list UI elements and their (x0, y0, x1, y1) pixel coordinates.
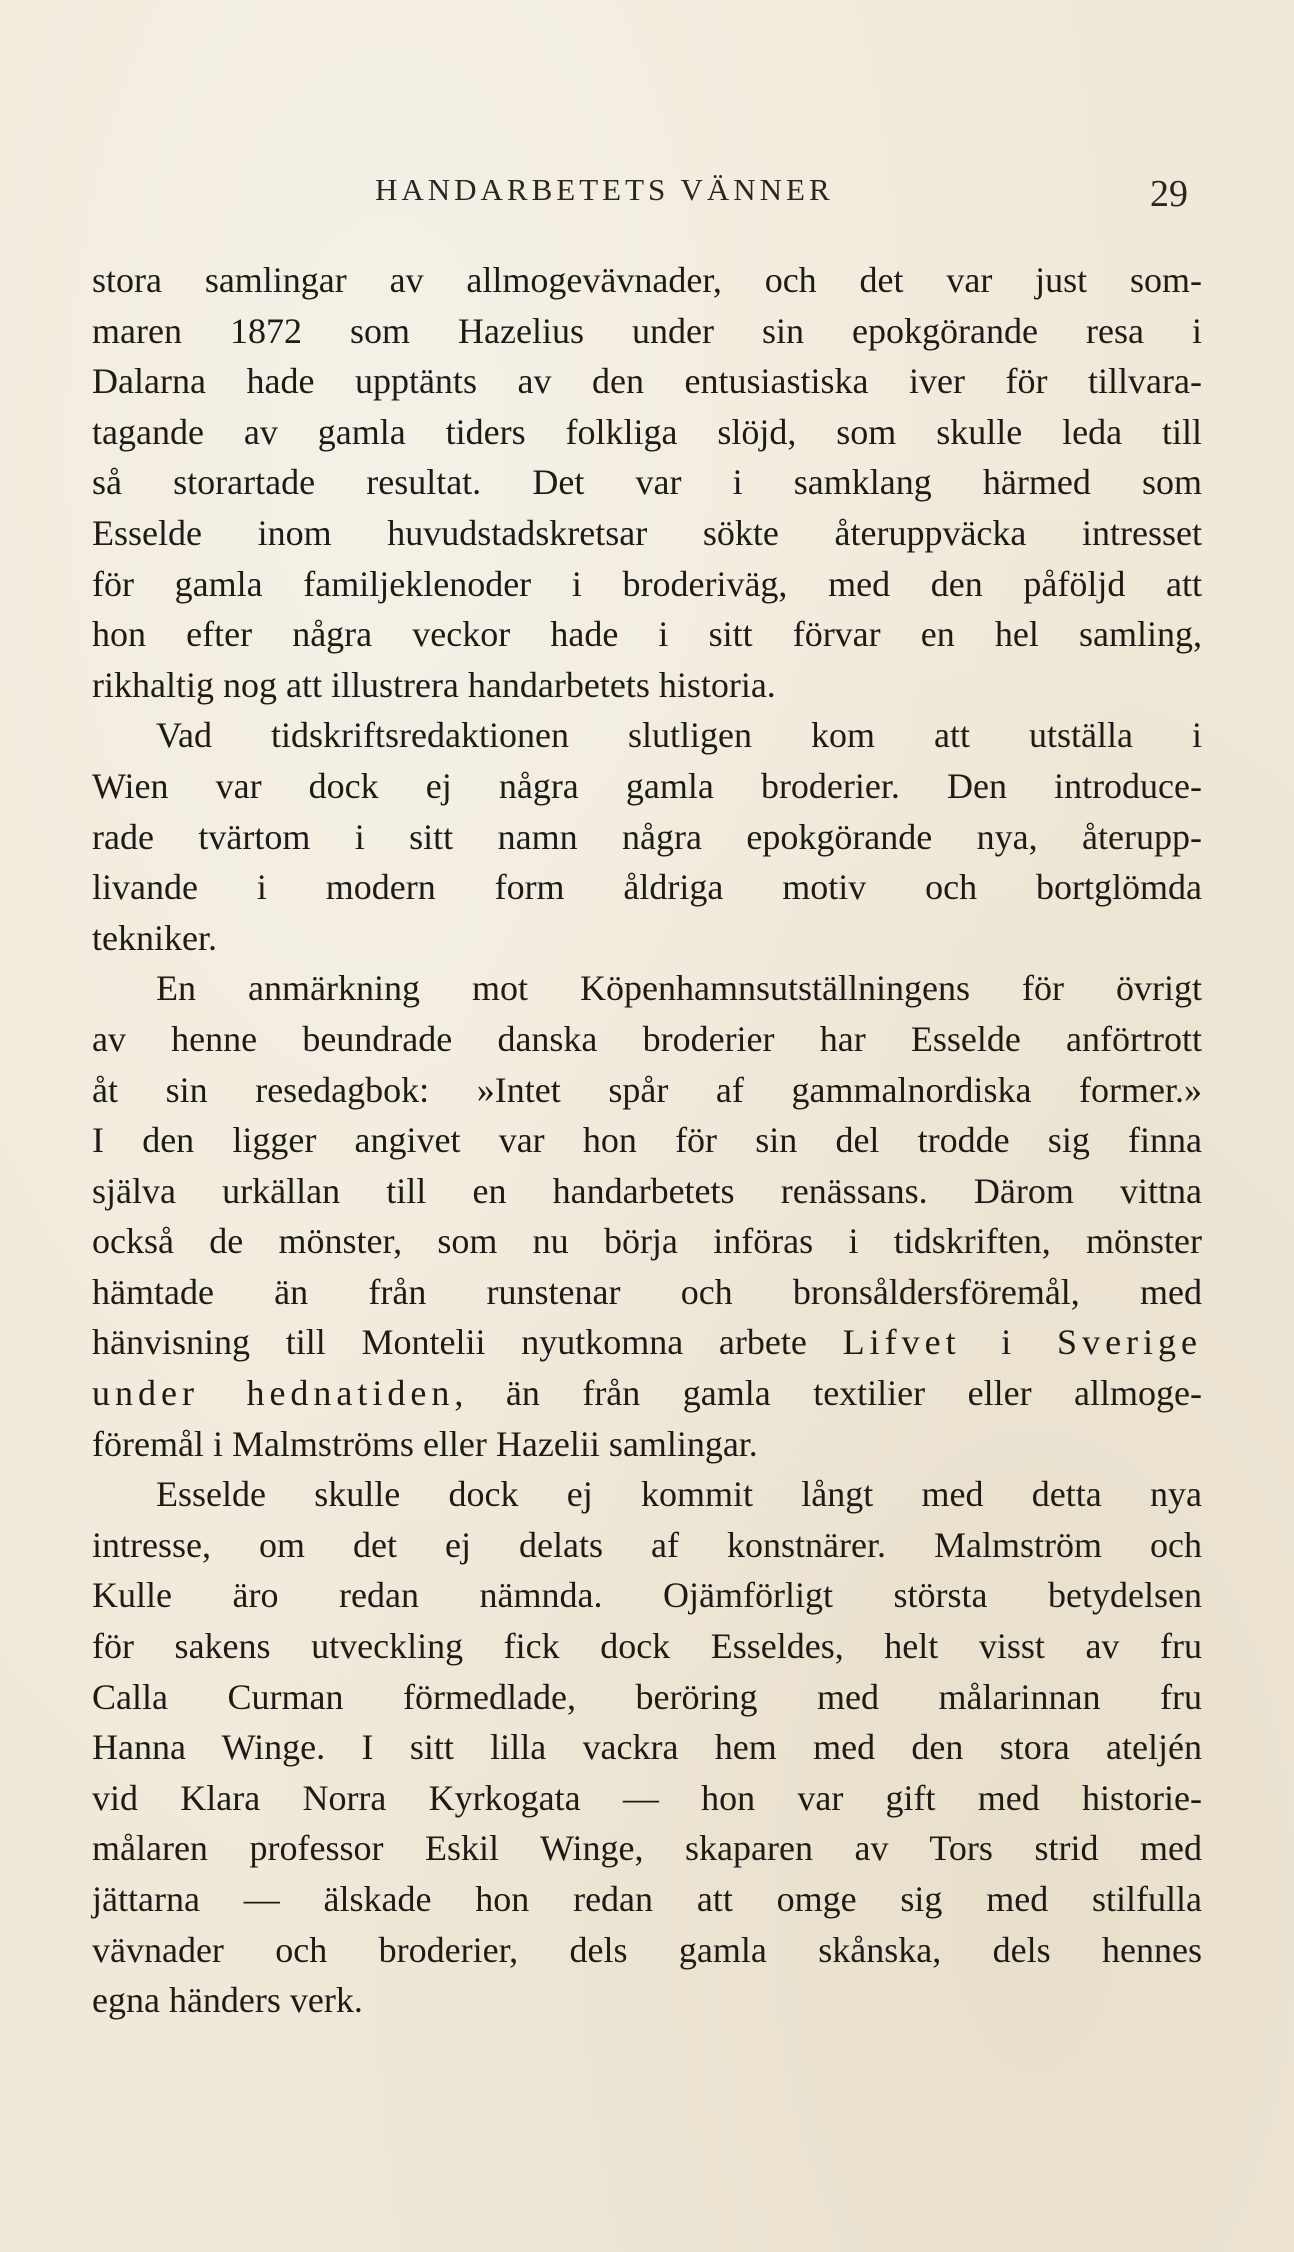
text-line (92, 1368, 1202, 1419)
text-line: Kulle äro redan nämnda. Ojämförligt största betydelsen (92, 1575, 1202, 1616)
text-line: själva urkällan till en handarbetets renässans. Därom vittna (92, 1170, 1202, 1211)
page-header (0, 172, 1294, 222)
text-line: vid Klara Norra Kyrkogata — hon var gift med historie- (92, 1777, 1202, 1818)
text-line: tekniker. (92, 917, 217, 958)
text-line: Vad tidskriftsredaktionen slutligen kom att utställa i (156, 715, 1202, 756)
text-line: rade tvärtom i sitt namn några epokgörande nya, återupp- (92, 816, 1202, 857)
text-segment: hänvisning till Montelii nyutkomna arbete (92, 1322, 807, 1363)
text-line: maren 1872 som Hazelius under sin epokgörande resa i (92, 310, 1202, 351)
text-line: Hanna Winge. I sitt lilla vackra hem med den stora ateljén (92, 1727, 1202, 1768)
text-line (92, 1317, 1202, 1368)
text-line: tagande av gamla tiders folkliga slöjd, som skulle leda till (92, 411, 1202, 452)
text-line: Dalarna hade upptänts av den entusiastiska iver för tillvara- (92, 361, 1202, 402)
text-line: Esselde skulle dock ej kommit långt med detta nya (156, 1474, 1202, 1515)
text-line: En anmärkning mot Köpenhamnsutställningens för övrigt (156, 968, 1202, 1009)
text-line: hon efter några veckor hade i sitt förvar en hel samling, (92, 614, 1202, 655)
text-line: målaren professor Eskil Winge, skaparen av Tors strid med (92, 1828, 1202, 1869)
text-line: Wien var dock ej några gamla broderier. Den introduce- (92, 765, 1202, 806)
text-line: för sakens utveckling fick dock Esseldes, helt visst av fru (92, 1626, 1202, 1667)
text-line: Esselde inom huvudstadskretsar sökte återuppväcka intresset (92, 512, 1202, 553)
text-line: av henne beundrade danska broderier har Esselde anförtrott (92, 1018, 1202, 1059)
text-line: I den ligger angivet var hon för sin del trodde sig finna (92, 1120, 1202, 1161)
text-line: vävnader och broderier, dels gamla skånska, dels hennes (92, 1929, 1202, 1970)
text-line: jättarna — älskade hon redan att omge sig med stilfulla (92, 1879, 1202, 1919)
text-line: för gamla familjeklenoder i broderiväg, med den påföljd att (92, 563, 1202, 604)
text-line: stora samlingar av allmogevävnader, och det var just som- (92, 260, 1202, 300)
book-title-spaced: Lifvet i Sverige (842, 1322, 1203, 1363)
text-line: livande i modern form åldriga motiv och bortglömda (92, 867, 1202, 908)
text-line: Calla Curman förmedlade, beröring med målarinnan fru (92, 1676, 1202, 1717)
text-line: åt sin resedagbok: »Intet spår af gammalnordiska former.» (92, 1069, 1202, 1110)
text-line: intresse, om det ej delats af konstnärer. Malmström och (92, 1524, 1202, 1565)
page-number: 29 (1150, 173, 1188, 215)
text-line: egna händers verk. (92, 1980, 363, 2021)
book-title-spaced: under hednatiden (92, 1373, 455, 1414)
text-line: föremål i Malmströms eller Hazelii samlingar. (92, 1423, 758, 1464)
body-text (92, 255, 1202, 2026)
text-line: så storartade resultat. Det var i samklang härmed som (92, 462, 1202, 503)
text-line: också de mönster, som nu börja införas i tidskriften, mönster (92, 1221, 1202, 1262)
running-title: HANDARBETETS VÄNNER (375, 172, 834, 207)
text-line: hämtade än från runstenar och bronsåldersföremål, med (92, 1271, 1202, 1312)
text-segment: , än från gamla textilier eller allmoge- (454, 1373, 1203, 1414)
text-line: rikhaltig nog att illustrera handarbetets historia. (92, 664, 776, 705)
